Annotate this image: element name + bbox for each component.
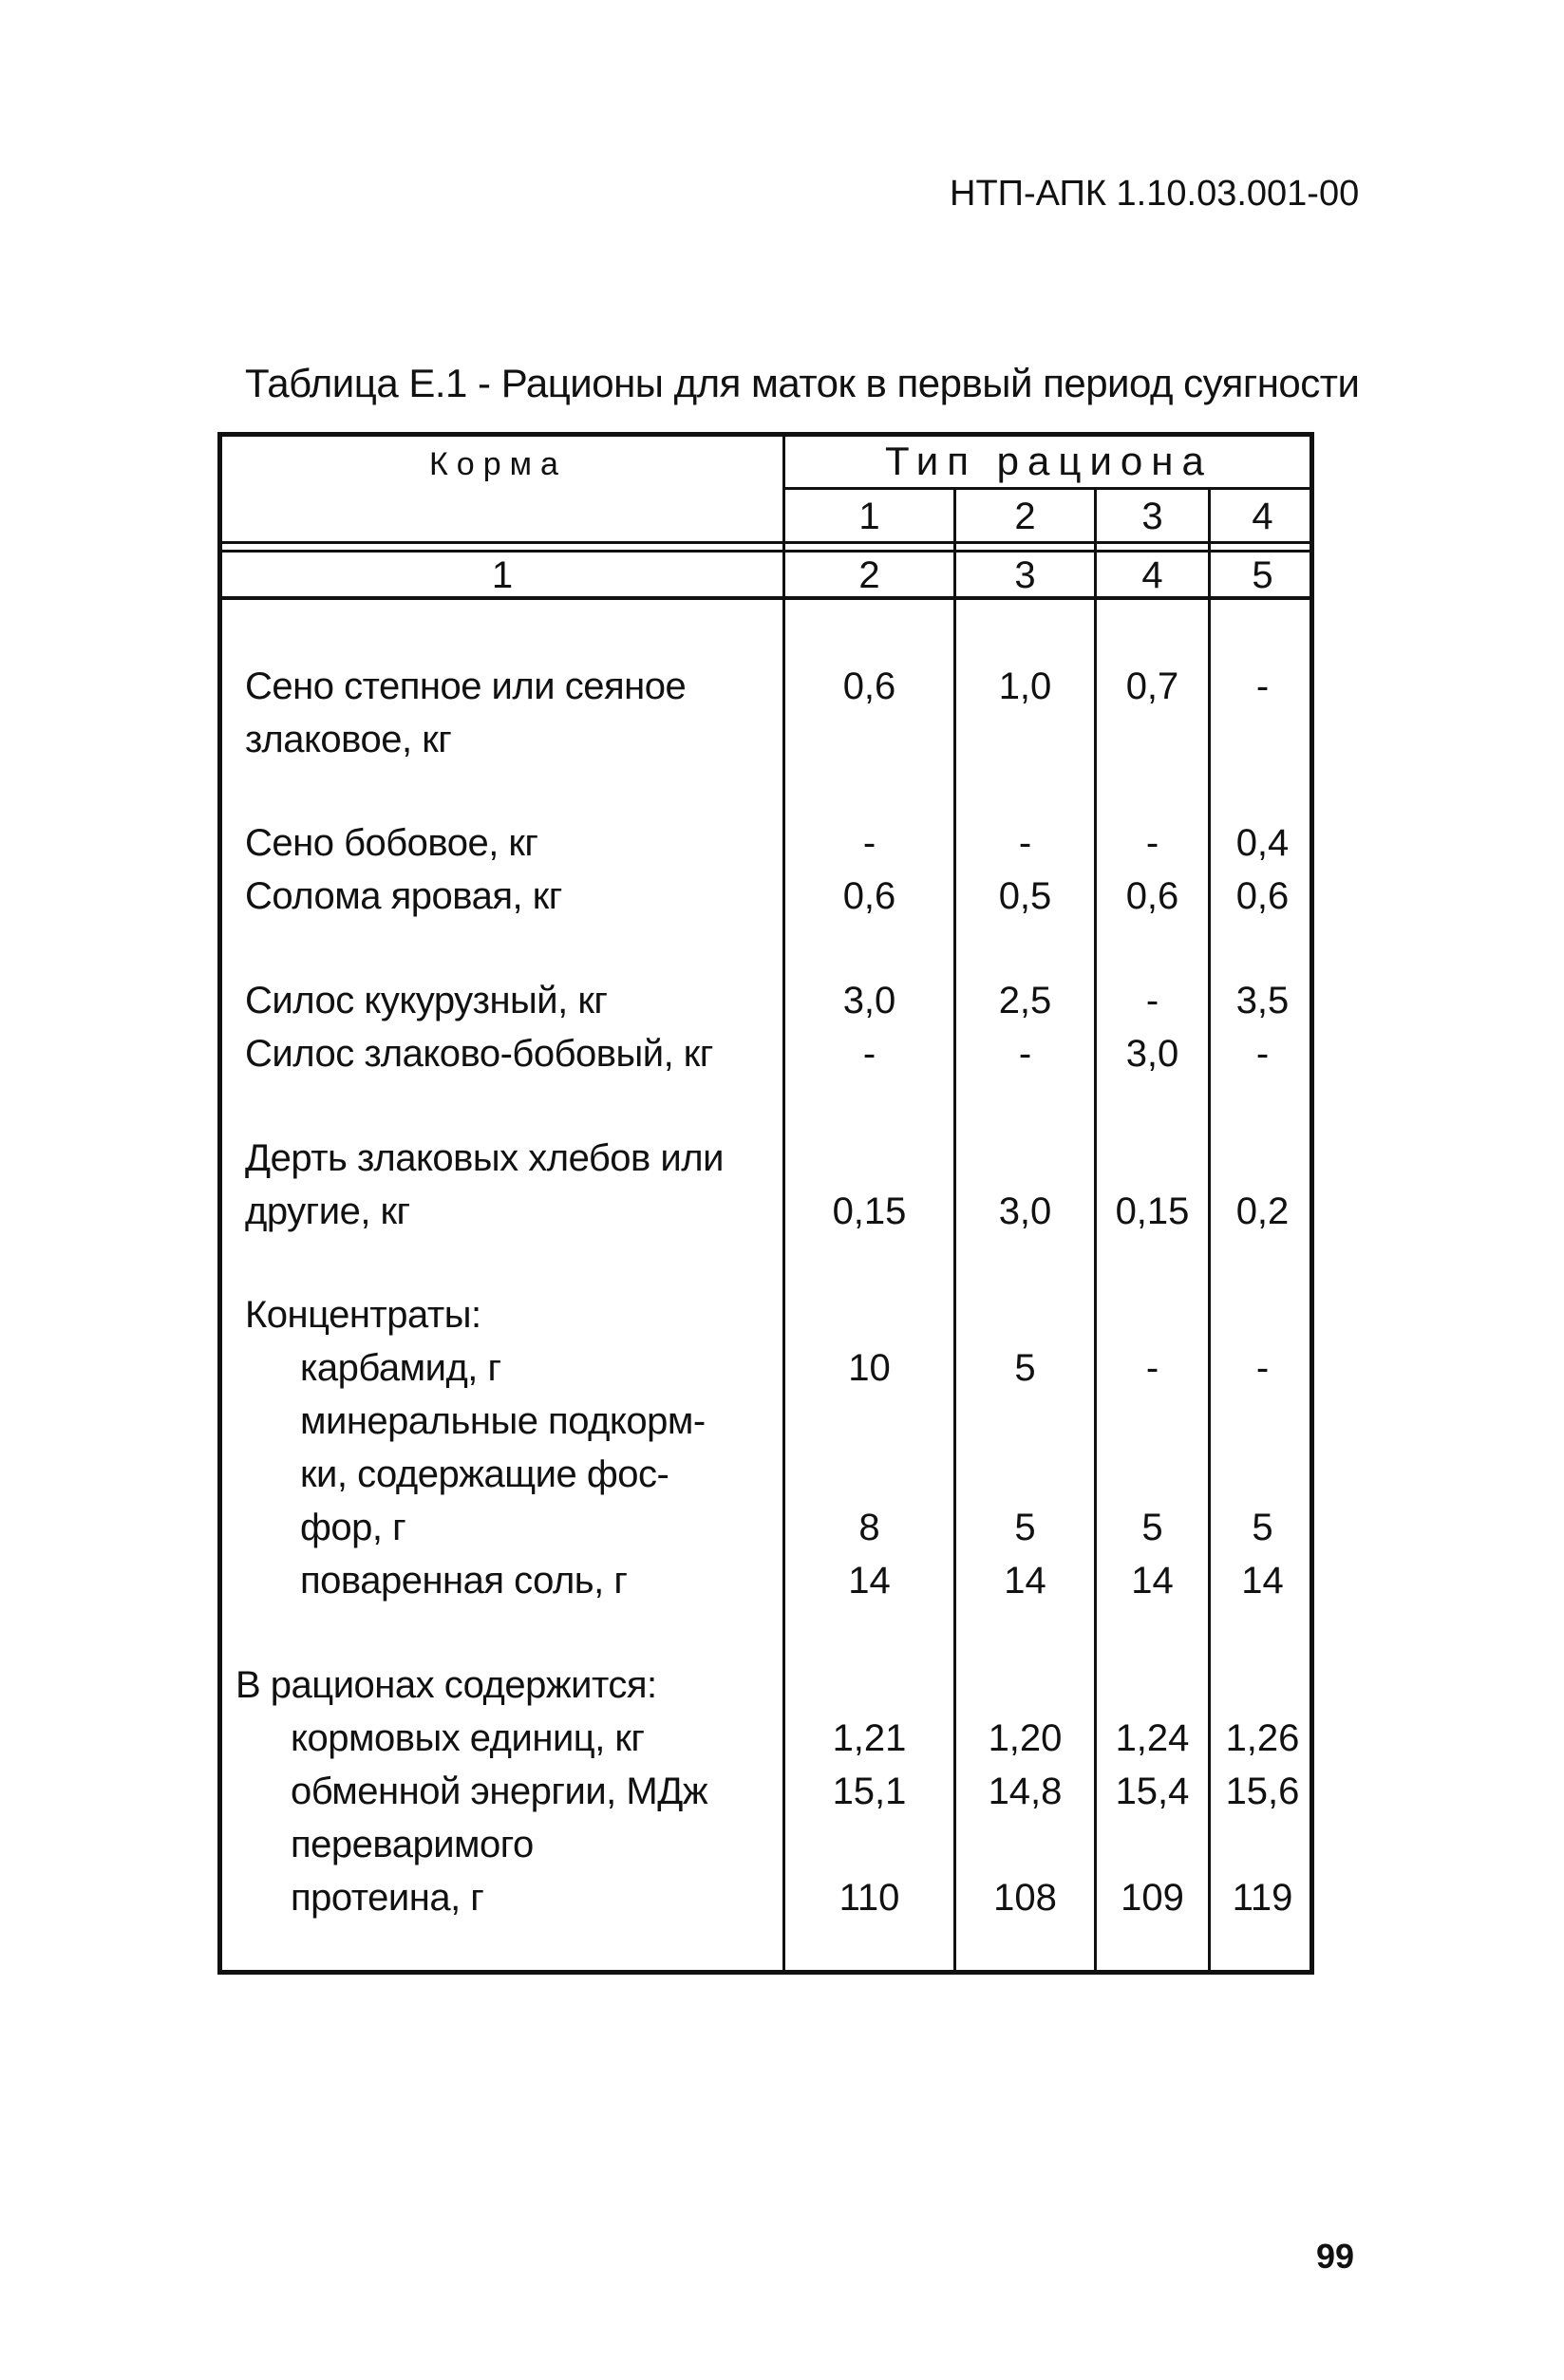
table-cell: 10: [848, 1347, 891, 1389]
type-number: 4: [1252, 496, 1273, 537]
table-cell: -: [1255, 665, 1270, 707]
table-row-label: карбамид, г: [300, 1347, 501, 1389]
table-cell: 5: [1014, 1347, 1036, 1389]
table-cell: -: [862, 822, 876, 864]
table-cell: -: [862, 1033, 876, 1075]
table-cell: 14: [1241, 1560, 1284, 1602]
table-cell: 14: [848, 1560, 891, 1602]
table-cell: 5: [1252, 1507, 1273, 1548]
table-cell: -: [1018, 1033, 1032, 1075]
table-cell: 8: [858, 1507, 880, 1548]
table-row-label: Сено степное или сеяное злаковое, кг: [245, 665, 687, 760]
table-cell: 14: [1004, 1560, 1046, 1602]
column-number: 5: [1252, 554, 1273, 596]
table-row-label: Силос злаково-бобовый, кг: [245, 1033, 713, 1075]
table-cell: 0,6: [842, 665, 896, 707]
table-cell: 1,0: [998, 665, 1052, 707]
table-cell: 3,0: [1125, 1033, 1179, 1075]
table-cell: 0,6: [842, 875, 896, 917]
table-cell: -: [1255, 1347, 1270, 1389]
table-row-label: переваримого протеина, г: [291, 1824, 534, 1919]
table-row-label: Силос кукурузный, кг: [245, 980, 608, 1021]
table-cell: 3,5: [1235, 980, 1290, 1021]
table-cell: -: [1145, 980, 1159, 1021]
table-cell: 110: [839, 1877, 900, 1919]
table-row-label: обменной энергии, МДж: [291, 1771, 708, 1812]
table-cell: 108: [993, 1877, 1057, 1919]
table-cell: 15,4: [1115, 1771, 1190, 1812]
document-code: НТП-АПК 1.10.03.001-00: [950, 174, 1360, 214]
column-number: 3: [1014, 554, 1036, 596]
table-cell: 5: [1141, 1507, 1163, 1548]
table-cell: 0,6: [1125, 875, 1179, 917]
table-row-label: Сено бобовое, кг: [245, 822, 538, 864]
table-row-label: минеральные подкорм- ки, содержащие фос- фор, г: [300, 1400, 706, 1548]
table-cell: 0,15: [1115, 1190, 1190, 1232]
table-row-label: Солома яровая, кг: [245, 875, 562, 917]
section-heading: В рационах содержится:: [236, 1664, 657, 1706]
table-cell: 14: [1131, 1560, 1174, 1602]
table-cell: 0,6: [1235, 875, 1290, 917]
table-caption: Таблица Е.1 - Рационы для маток в первый период суягности: [245, 361, 1360, 405]
table-cell: -: [1255, 1033, 1270, 1075]
table-cell: 0,15: [832, 1190, 907, 1232]
table-cell: 119: [1232, 1877, 1293, 1919]
column-number: 1: [491, 554, 514, 596]
table-cell: 3,0: [842, 980, 896, 1021]
feed-column-header: Корма: [429, 446, 567, 482]
table-cell: 15,1: [832, 1771, 907, 1812]
table-cell: -: [1145, 822, 1159, 864]
table-cell: -: [1145, 1347, 1159, 1389]
table-cell: 1,24: [1115, 1717, 1190, 1759]
table-cell: 0,4: [1235, 822, 1290, 864]
table-cell: 0,2: [1235, 1190, 1290, 1232]
table-row-label: поваренная соль, г: [300, 1560, 628, 1602]
column-number: 2: [858, 554, 880, 596]
table-cell: 0,7: [1125, 665, 1179, 707]
table-cell: 1,21: [832, 1717, 907, 1759]
type-number: 2: [1014, 496, 1036, 537]
section-heading: Концентраты:: [245, 1294, 481, 1336]
table-row-label: Дерть злаковых хлебов или другие, кг: [245, 1137, 724, 1232]
table-cell: 2,5: [998, 980, 1052, 1021]
table-cell: 1,20: [988, 1717, 1063, 1759]
table-cell: 15,6: [1225, 1771, 1300, 1812]
table-cell: 0,5: [998, 875, 1052, 917]
table-cell: 14,8: [988, 1771, 1063, 1812]
table-cell: 5: [1014, 1507, 1036, 1548]
table-cell: 3,0: [998, 1190, 1052, 1232]
table-cell: 109: [1121, 1877, 1184, 1919]
table-cell: 1,26: [1225, 1717, 1300, 1759]
type-number: 3: [1141, 496, 1163, 537]
type-number: 1: [858, 496, 880, 537]
table-cell: -: [1018, 822, 1032, 864]
page-number: 99: [1316, 2237, 1355, 2276]
ration-table: [217, 432, 1314, 1975]
table-row-label: кормовых единиц, кг: [291, 1717, 645, 1759]
column-number: 4: [1141, 554, 1163, 596]
ration-type-header: Тип рациона: [885, 439, 1213, 483]
